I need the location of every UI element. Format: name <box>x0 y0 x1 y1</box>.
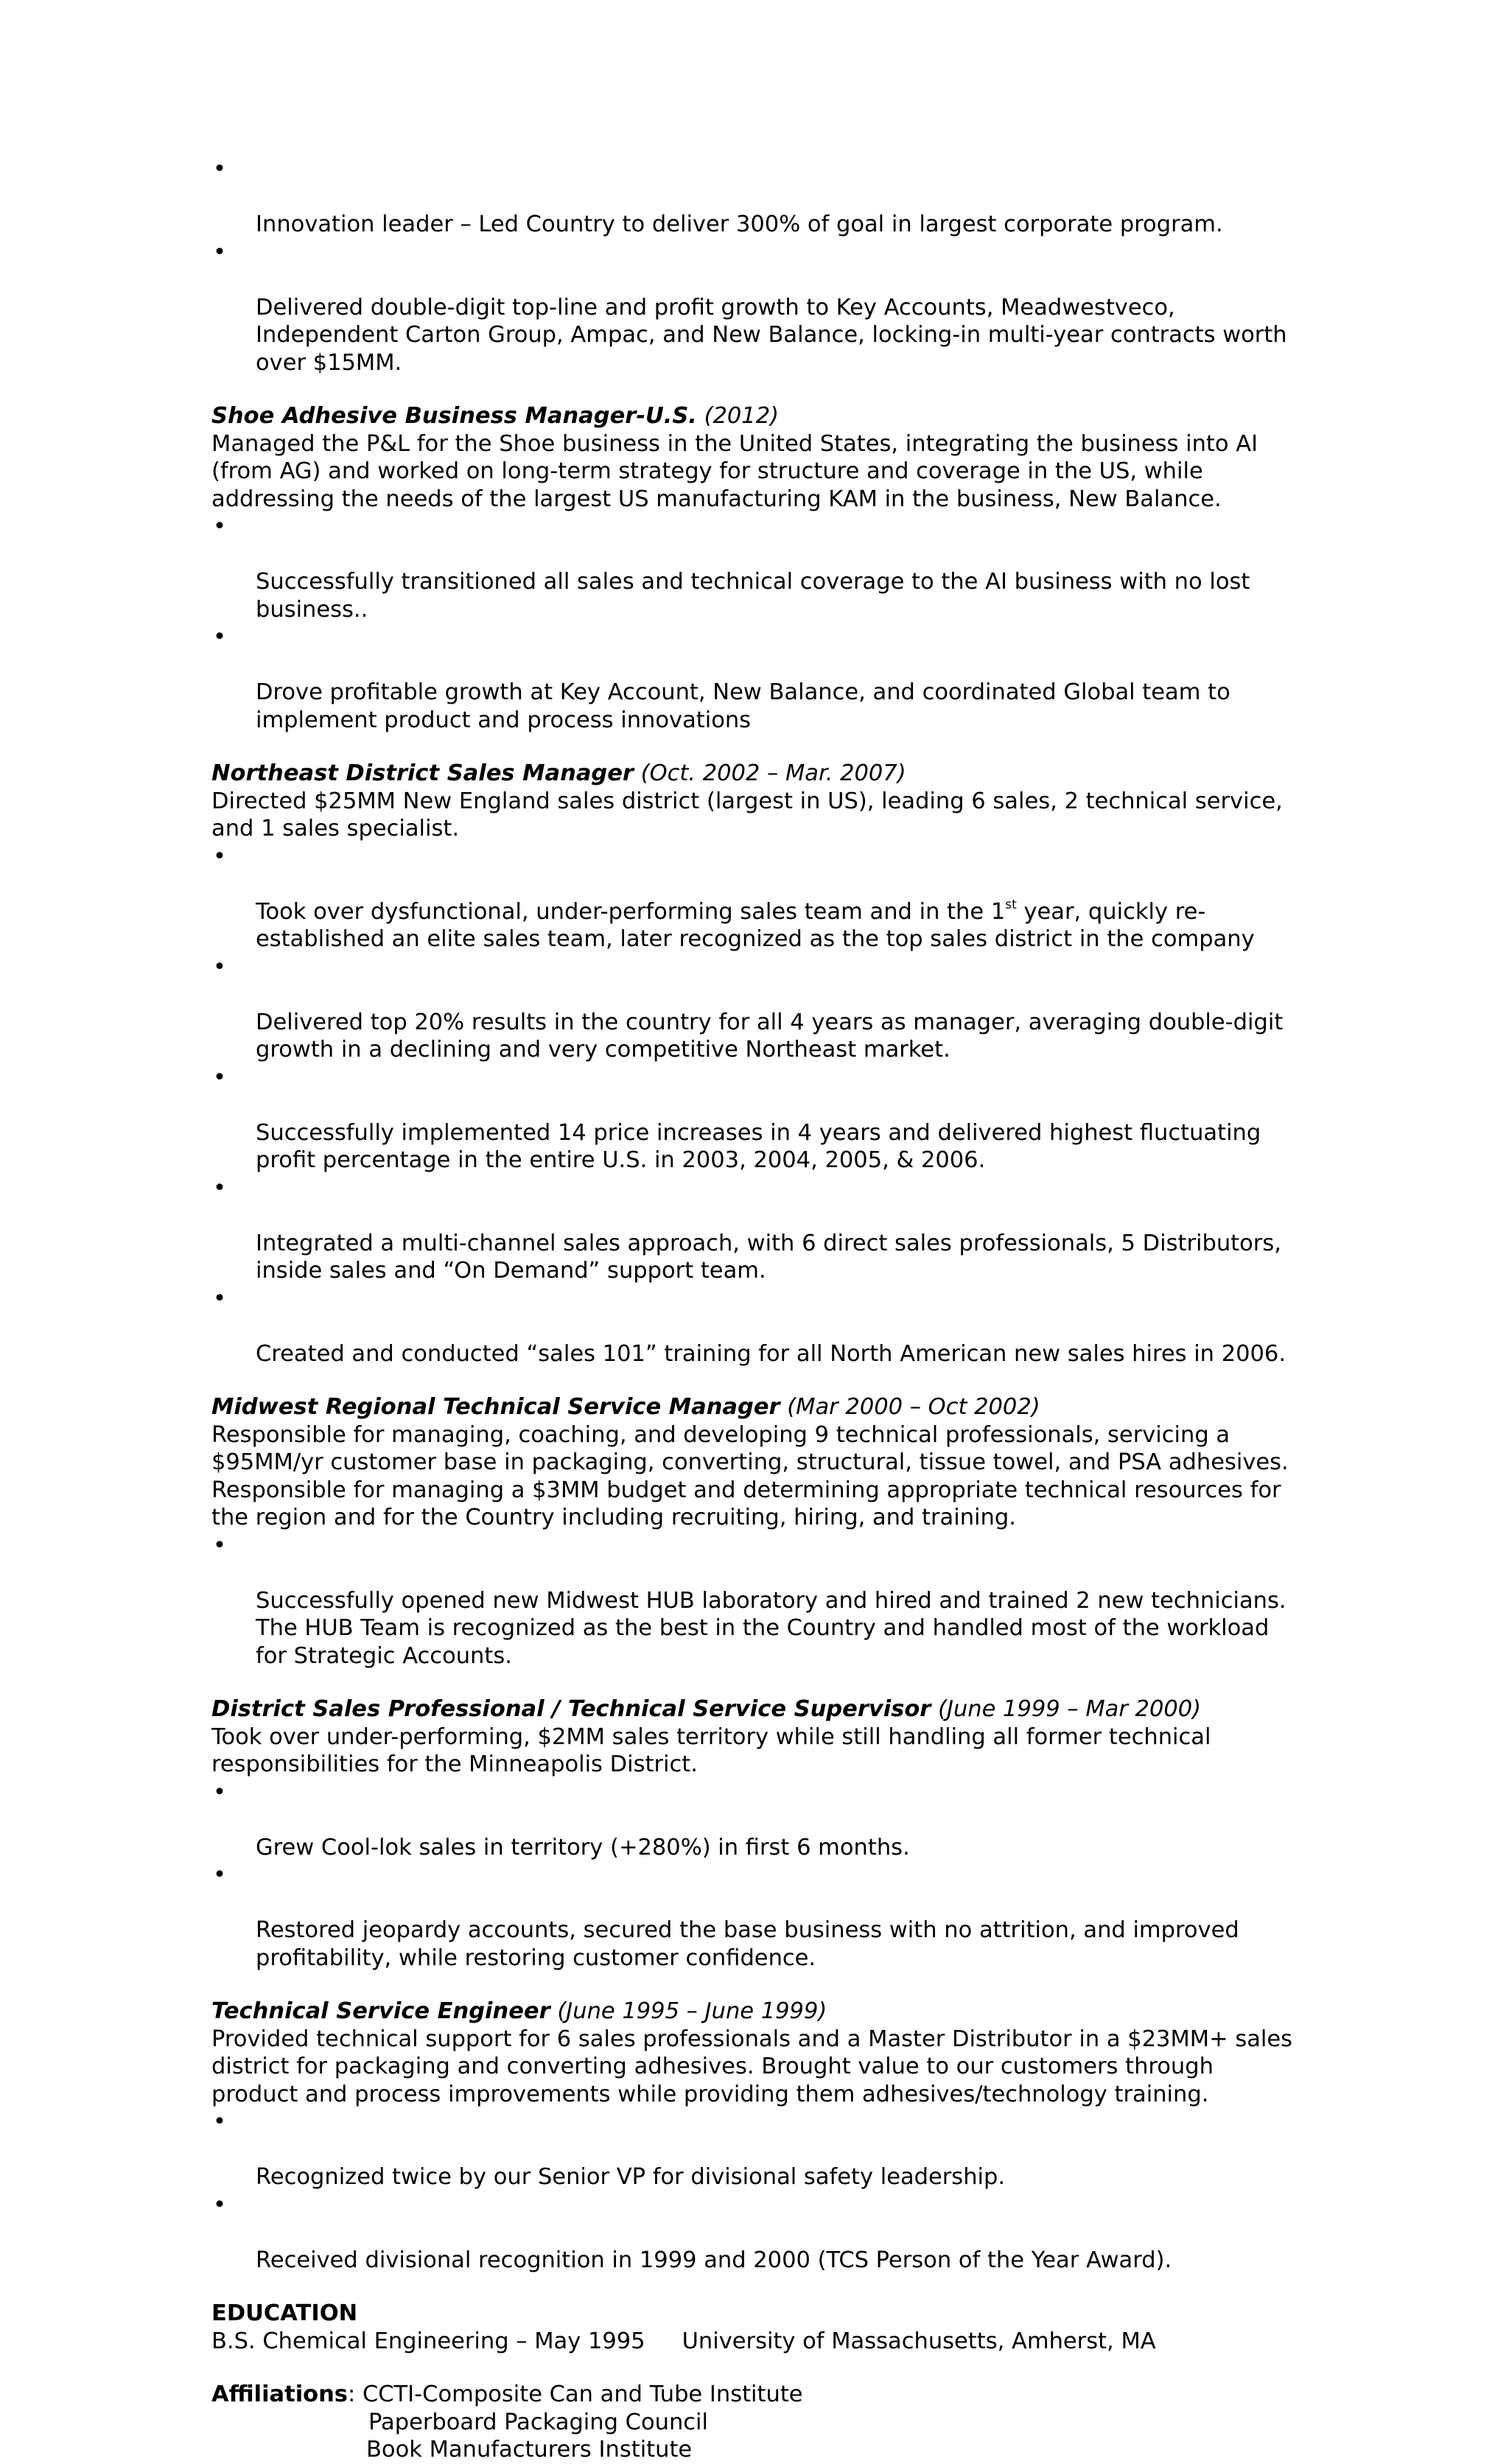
list-item <box>211 239 1302 377</box>
affiliations-first-row <box>211 2381 1302 2409</box>
bullet-glyph: • <box>213 2191 226 2218</box>
bullet-glyph: • <box>213 239 226 265</box>
bullet-text: Grew Cool-lok sales in territory (+280%) in first 6 months. <box>256 1834 910 1861</box>
list-item <box>211 1064 1302 1175</box>
job-entry-shoe-adhesive <box>211 402 1302 734</box>
bullet-text: Delivered double-digit top-line and profit growth to Key Accounts, Meadwestveco, Independent Carton Group, Ampac, and New Balance, locking-in multi-year contracts worth over $15MM. <box>256 294 1287 376</box>
bullet-text: Created and conducted “sales 101” training for all North American new sales hires in 2006. <box>256 1340 1286 1367</box>
bullet-glyph: • <box>213 624 226 650</box>
bullet-text: Recognized twice by our Senior VP for divisional safety leadership. <box>256 2164 1006 2190</box>
job-title: District Sales Professional / Technical Service Supervisor <box>211 1696 931 1722</box>
bullet-text: Successfully opened new Midwest HUB laboratory and hired and trained 2 new technicians. The HUB Team is recognized as the best in the Country and handled most of the workload for Strategic Accounts. <box>256 1587 1286 1669</box>
resume-page <box>211 155 1302 2464</box>
education-school: University of Massachusetts, Amherst, MA <box>682 2328 1156 2354</box>
job-title: Midwest Regional Technical Service Manager <box>211 1394 780 1420</box>
bullet-text-part: Took over dysfunctional, under-performing sales team and in the 1 <box>256 898 1006 925</box>
job-heading <box>211 402 1302 430</box>
list-item <box>211 155 1302 239</box>
affiliation-item: Paperboard Packaging Council <box>368 2409 708 2435</box>
list-item <box>211 1175 1302 1285</box>
job-bullet-list <box>211 843 1302 1368</box>
job-bullet-list <box>211 1532 1302 1670</box>
job-summary: Provided technical support for 6 sales professionals and a Master Distributor in a $23MM+ sales district for packaging and converting adhesives. Brought value to our customers through product and process improvements while providing them adhesives/technology training. <box>211 2026 1293 2107</box>
list-item <box>211 953 1302 1064</box>
job-heading <box>211 760 1302 788</box>
list-item <box>211 513 1302 623</box>
list-item <box>211 1285 1302 1368</box>
affiliations-section <box>211 2381 1302 2464</box>
education-line <box>211 2328 1302 2356</box>
bullet-glyph: • <box>213 2109 226 2135</box>
job-summary: Responsible for managing, coaching, and developing 9 technical professionals, servicing a $95MM/yr customer base in packaging, converting, structural, tissue towel, and PSA adhesives. Responsible for managing a $3MM budget and determining appropriate technical resources for the region and for the Country including recruiting, hiring, and training. <box>211 1421 1289 1530</box>
affiliations-label: Affiliations <box>211 2381 348 2407</box>
list-item <box>211 2191 1302 2275</box>
bullet-text: Drove profitable growth at Key Account, New Balance, and coordinated Global team to implement product and process innovations <box>256 679 1230 733</box>
job-bullet-list <box>211 2108 1302 2274</box>
list-item <box>211 2108 1302 2191</box>
education-section <box>211 2300 1302 2355</box>
affiliation-item: CCTI-Composite Can and Tube Institute <box>362 2381 803 2407</box>
bullet-glyph: • <box>213 1862 226 1888</box>
job-dates: (June 1995 – June 1999) <box>557 1998 827 2024</box>
bullet-text: Restored jeopardy accounts, secured the base business with no attrition, and improved profitability, while restoring customer confidence. <box>256 1917 1239 1971</box>
bullet-glyph: • <box>213 1779 226 1805</box>
job-dates: (June 1999 – Mar 2000) <box>938 1696 1202 1722</box>
job-bullet-list <box>211 1779 1302 1973</box>
bullet-glyph: • <box>213 1175 226 1201</box>
education-degree: B.S. Chemical Engineering – May 1995 <box>211 2328 645 2354</box>
job-title: Northeast District Sales Manager <box>211 760 634 786</box>
bullet-glyph: • <box>213 843 226 869</box>
job-title: Shoe Adhesive Business Manager-U.S. <box>211 403 697 429</box>
bullet-text: Successfully implemented 14 price increases in 4 years and delivered highest fluctuating profit percentage in the entire U.S. in 2003, 2004, 2005, & 2006. <box>256 1119 1261 1173</box>
job-heading <box>211 1393 1302 1421</box>
job-dates: (Mar 2000 – Oct 2002) <box>787 1394 1040 1420</box>
job-entry-district-sales-professional <box>211 1695 1302 1972</box>
bullet-text: Received divisional recognition in 1999 and 2000 (TCS Person of the Year Award). <box>256 2247 1172 2273</box>
bullet-text: Integrated a multi-channel sales approach, with 6 direct sales professionals, 5 Distributors, inside sales and “On Demand” support team. <box>256 1230 1281 1284</box>
affiliation-item: Book Manufacturers Institute <box>366 2437 693 2463</box>
job-bullet-list <box>211 513 1302 734</box>
list-item <box>211 843 1302 953</box>
affiliations-separator: : <box>347 2381 363 2407</box>
list-item <box>211 1532 1302 1670</box>
job-entry-technical-service-engineer <box>211 1998 1302 2274</box>
job-entry-midwest-regional <box>211 1393 1302 1670</box>
bullet-text-part: year, quickly re- established an elite sales team, later recognized as the top sales district in the company <box>256 898 1255 952</box>
job-summary: Took over under-performing, $2MM sales territory while still handling all former technical responsibilities for the Minneapolis District. <box>211 1723 1211 1777</box>
bullet-glyph: • <box>213 953 226 980</box>
bullet-text: Delivered top 20% results in the country for all 4 years as manager, averaging double-digit growth in a declining and very competitive Northeast market. <box>256 1009 1284 1063</box>
job-summary: Directed $25MM New England sales district (largest in US), leading 6 sales, 2 technical service, and 1 sales specialist. <box>211 788 1283 841</box>
bullet-glyph: • <box>213 514 226 539</box>
ordinal-superscript: st <box>1005 897 1017 913</box>
list-item <box>211 1779 1302 1862</box>
job-dates: (Oct. 2002 – Mar. 2007) <box>640 760 906 786</box>
bullet-text: Innovation leader – Led Country to deliver 300% of goal in largest corporate program. <box>256 211 1223 237</box>
list-item <box>211 1861 1302 1972</box>
job-entry-northeast-district <box>211 760 1302 1368</box>
intro-bullet-list <box>211 155 1302 377</box>
job-dates: (2012) <box>704 403 780 429</box>
job-heading <box>211 1998 1302 2026</box>
bullet-glyph: • <box>213 1532 226 1558</box>
job-heading <box>211 1695 1302 1723</box>
job-summary: Managed the P&L for the Shoe business in the United States, integrating the business into AI (from AG) and worked on long-term strategy for structure and coverage in the US, while addressing the needs of the largest US manufacturing KAM in the business, New Balance. <box>211 430 1258 512</box>
job-title: Technical Service Engineer <box>211 1998 550 2024</box>
education-heading: EDUCATION <box>211 2300 358 2326</box>
bullet-glyph: • <box>213 1285 226 1312</box>
list-item <box>211 623 1302 734</box>
bullet-glyph: • <box>213 156 226 182</box>
bullet-text: Successfully transitioned all sales and technical coverage to the AI business with no lost business.. <box>256 569 1250 623</box>
bullet-glyph: • <box>213 1064 226 1091</box>
